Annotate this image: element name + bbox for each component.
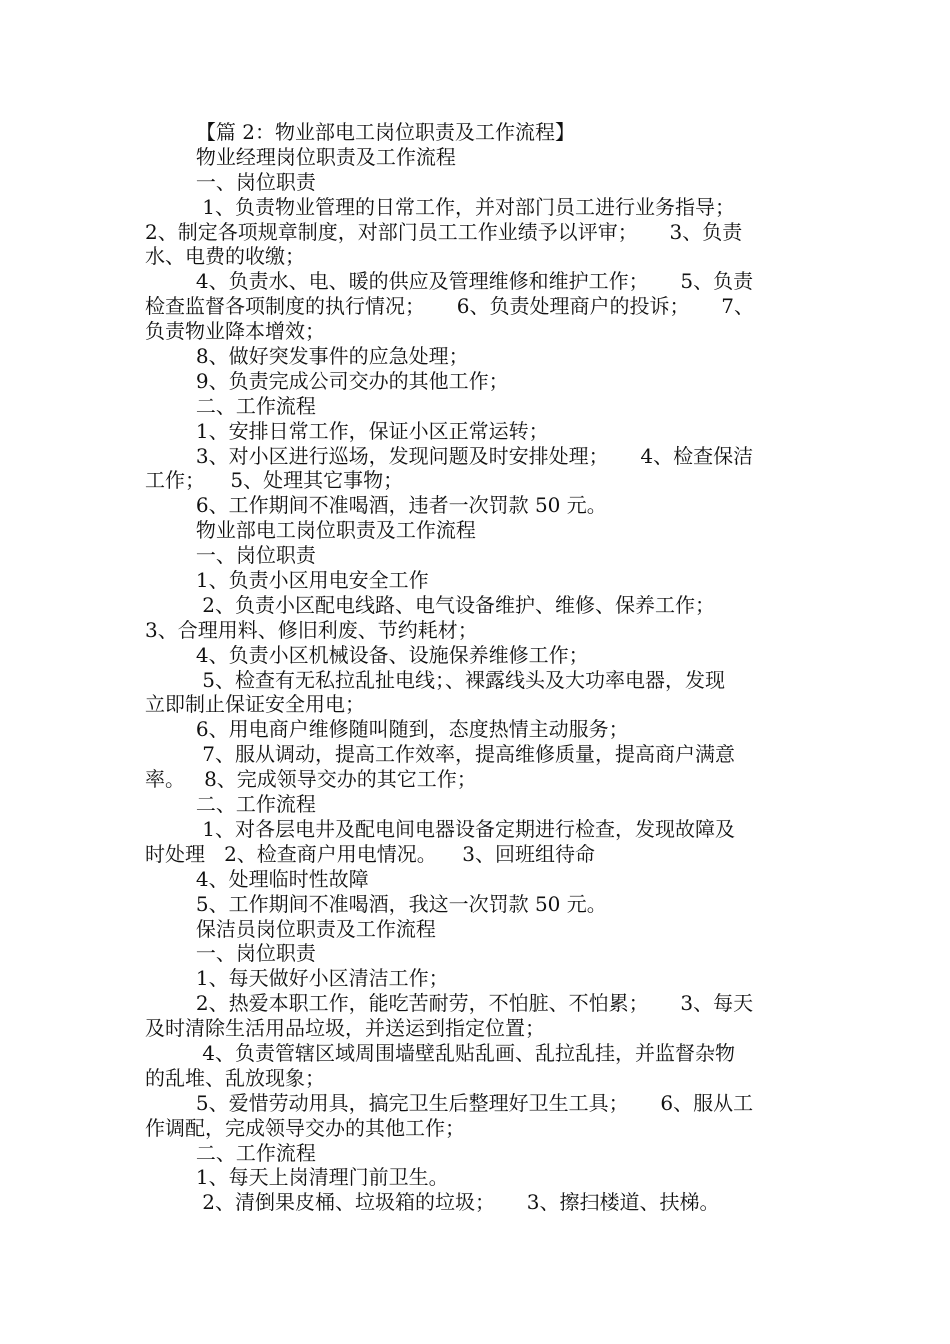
- doc-line: 二、工作流程: [145, 393, 316, 418]
- doc-line: 7、服从调动，提高工作效率，提高维修质量，提高商户满意: [145, 742, 735, 767]
- doc-line: 二、工作流程: [145, 1140, 316, 1165]
- doc-line: 6、用电商户维修随叫随到，态度热情主动服务；: [145, 717, 629, 742]
- doc-line: 二、工作流程: [145, 792, 316, 817]
- doc-line: 4、负责管辖区域周围墙壁乱贴乱画、乱拉乱挂，并监督杂物: [145, 1040, 735, 1065]
- doc-line: 9、负责完成公司交办的其他工作；: [145, 368, 509, 393]
- doc-line: 3、对小区进行巡场，发现问题及时安排处理； 4、检查保洁: [145, 443, 754, 468]
- doc-line: 8、做好突发事件的应急处理；: [145, 344, 469, 369]
- doc-line: 作调配，完成领导交办的其他工作；: [145, 1115, 465, 1140]
- doc-line: 时处理 2、检查商户用电情况。 3、回班组待命: [145, 841, 595, 866]
- doc-line: 3、合理用料、修旧利废、节约耗材；: [145, 617, 478, 642]
- doc-line: 一、岗位职责: [145, 543, 316, 568]
- doc-line: 检查监督各项制度的执行情况； 6、负责处理商户的投诉； 7、: [145, 294, 755, 319]
- doc-line: 4、负责小区机械设备、设施保养维修工作；: [145, 642, 589, 667]
- doc-line: 4、负责水、电、暖的供应及管理维修和维护工作； 5、负责: [145, 269, 754, 294]
- doc-line: 一、岗位职责: [145, 941, 316, 966]
- doc-line: 的乱堆、乱放现象；: [145, 1065, 325, 1090]
- doc-line: 2、热爱本职工作，能吃苦耐劳，不怕脏、不怕累； 3、每天: [145, 991, 754, 1016]
- doc-line: 1、负责物业管理的日常工作，并对部门员工进行业务指导；: [145, 194, 735, 219]
- doc-line: 5、爱惜劳动用具，搞完卫生后整理好卫生工具； 6、服从工: [145, 1090, 754, 1115]
- document-body: [145, 120, 807, 1215]
- doc-line: 物业经理岗位职责及工作流程: [145, 144, 456, 169]
- doc-line: 保洁员岗位职责及工作流程: [145, 916, 436, 941]
- doc-line: 物业部电工岗位职责及工作流程: [145, 518, 476, 543]
- doc-line: 5、工作期间不准喝酒，我这一次罚款 50 元。: [145, 891, 607, 916]
- doc-line: 2、负责小区配电线路、电气设备维护、维修、保养工作；: [145, 592, 715, 617]
- doc-line: 一、岗位职责: [145, 169, 316, 194]
- doc-line: 负责物业降本增效；: [145, 319, 325, 344]
- doc-line: 及时清除生活用品垃圾，并送运到指定位置；: [145, 1016, 545, 1041]
- doc-line: 1、安排日常工作，保证小区正常运转；: [145, 418, 549, 443]
- doc-line: 1、对各层电井及配电间电器设备定期进行检查，发现故障及: [145, 816, 735, 841]
- doc-line: 【篇 2：物业部电工岗位职责及工作流程】: [145, 120, 575, 144]
- doc-line: 1、每天上岗清理门前卫生。: [145, 1165, 449, 1190]
- doc-line: 工作； 5、处理其它事物；: [145, 468, 404, 493]
- doc-line: 1、每天做好小区清洁工作；: [145, 966, 449, 991]
- doc-line: 立即制止保证安全用电；: [145, 692, 365, 717]
- doc-line: 1、负责小区用电安全工作: [145, 568, 429, 593]
- doc-line: 2、制定各项规章制度，对部门员工工作业绩予以评审； 3、负责: [145, 219, 743, 244]
- doc-line: 4、处理临时性故障: [145, 866, 369, 891]
- doc-line: 率。 8、完成领导交办的其它工作；: [145, 767, 477, 792]
- doc-line: 6、工作期间不准喝酒，违者一次罚款 50 元。: [145, 493, 607, 518]
- doc-line: 5、检查有无私拉乱扯电线；、裸露线头及大功率电器，发现: [145, 667, 725, 692]
- doc-line: 水、电费的收缴；: [145, 244, 305, 269]
- doc-line: 2、清倒果皮桶、垃圾箱的垃圾； 3、擦扫楼道、扶梯。: [145, 1190, 720, 1215]
